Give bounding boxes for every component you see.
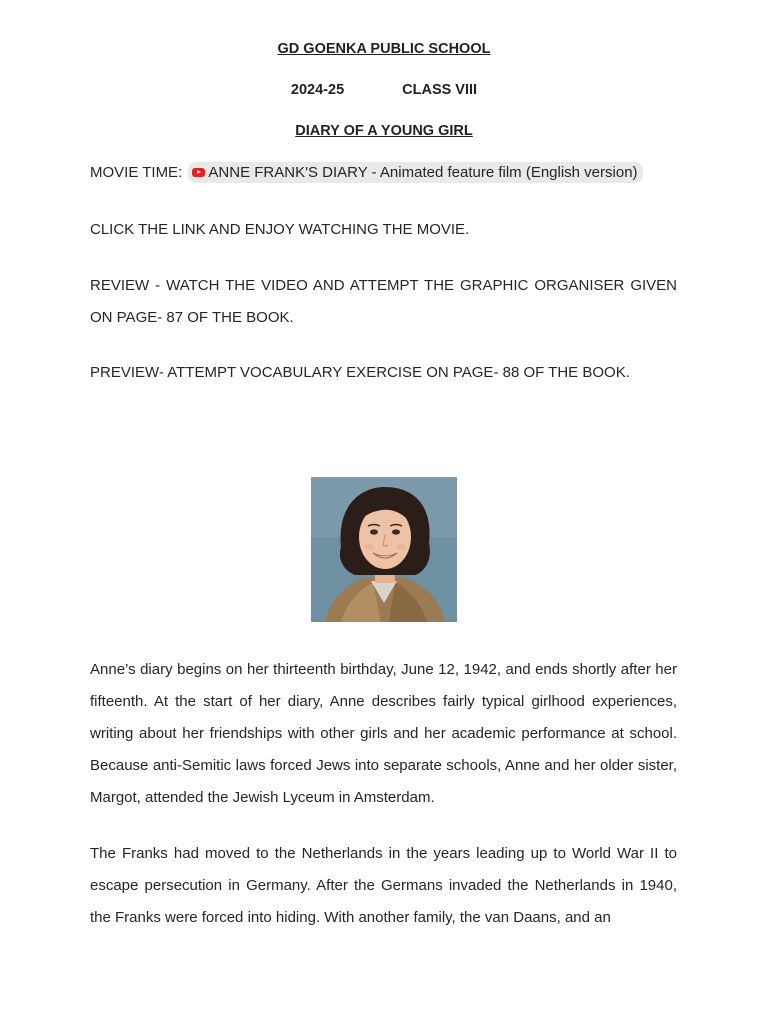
youtube-icon bbox=[192, 168, 205, 177]
movie-link-chip[interactable] bbox=[188, 162, 642, 183]
chapter-title: DIARY OF A YOUNG GIRL bbox=[295, 123, 473, 139]
movie-time-label: MOVIE TIME: bbox=[90, 164, 183, 181]
preview-instruction: PREVIEW- ATTEMPT VOCABULARY EXERCISE ON PAGE- 88 OF THE BOOK. bbox=[90, 364, 630, 381]
class-label: CLASS VIII bbox=[402, 82, 478, 98]
body-paragraph-2: The Franks had moved to the Netherlands in the years leading up to World War II to escape persecution in Germany. After the Germans invaded the Netherlands in 1940, the Franks were forced into hiding. With another family, the van Daans, and an bbox=[90, 845, 677, 926]
school-name: GD GOENKA PUBLIC SCHOOL bbox=[277, 41, 491, 57]
movie-time-line bbox=[90, 162, 643, 184]
body-paragraph-1: Anne’s diary begins on her thirteenth birthday, June 12, 1942, and ends shortly after her fifteenth. At the start of her diary, Anne describes fairly typical girlhood experiences, writing about her friendships with other girls and her academic performance at school. Because anti-Semitic laws forced Jews into separate schools, Anne and her older sister, Margot, attended the Jewish Lyceum in Amsterdam. bbox=[90, 661, 677, 806]
portrait-illustration bbox=[311, 477, 457, 622]
session-year: 2024-25 bbox=[290, 82, 345, 98]
anne-frank-photo bbox=[311, 477, 457, 622]
review-instruction: REVIEW - WATCH THE VIDEO AND ATTEMPT THE GRAPHIC ORGANISER GIVEN ON PAGE- 87 OF THE BOOK. bbox=[90, 277, 677, 326]
movie-link-text: ANNE FRANK'S DIARY - Animated feature film (English version) bbox=[208, 163, 638, 181]
click-instruction: CLICK THE LINK AND ENJOY WATCHING THE MOVIE. bbox=[90, 221, 470, 238]
session-class-row bbox=[0, 82, 768, 98]
